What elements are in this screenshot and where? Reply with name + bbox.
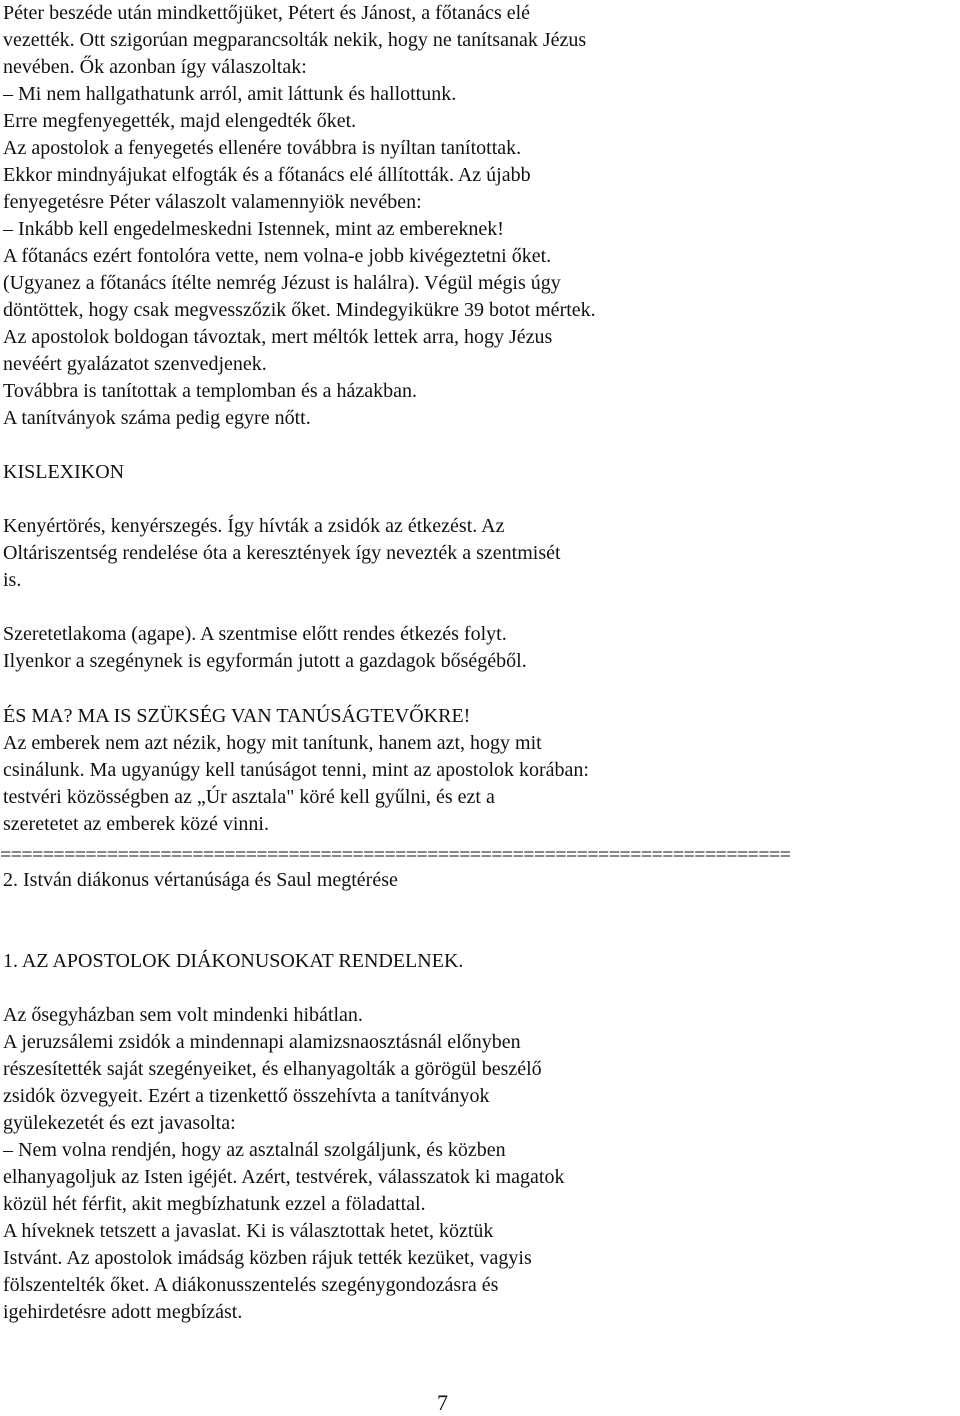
text-line: vezették. Ott szigorúan megparancsolták nekik, hogy ne tanítsanak Jézus <box>3 29 587 51</box>
text-line: közül hét férfit, akit megbízhatunk ezzel a föladattal. <box>3 1193 426 1215</box>
text-line: Szeretetlakoma (agape). A szentmise előtt rendes étkezés folyt. <box>3 623 507 645</box>
text-line: Ilyenkor a szegénynek is egyformán jutott a gazdagok bőségéből. <box>3 650 527 672</box>
text-line: fölszentelték őket. A diákonusszentelés szegénygondozásra és <box>3 1274 499 1296</box>
text-line: Az ősegyházban sem volt mindenki hibátlan. <box>3 1004 363 1026</box>
text-line: Istvánt. Az apostolok imádság közben rájuk tették kezüket, vagyis <box>3 1247 532 1269</box>
text-line: Ekkor mindnyájukat elfogták és a főtanács elé állították. Az újabb <box>3 164 531 186</box>
section-heading-kislexikon: KISLEXIKON <box>3 461 125 483</box>
text-line: igehirdetésre adott megbízást. <box>3 1301 243 1323</box>
chapter-title: 2. István diákonus vértanúsága és Saul megtérése <box>3 869 398 891</box>
text-line: testvéri közösségben az „Úr asztala" köré kell gyűlni, és ezt a <box>3 786 495 808</box>
text-line: elhanyagoljuk az Isten igéjét. Azért, testvérek, válasszatok ki magatok <box>3 1166 565 1188</box>
section-heading: 1. AZ APOSTOLOK DIÁKONUSOKAT RENDELNEK. <box>3 950 464 972</box>
text-line: zsidók özvegyeit. Ezért a tizenkettő összehívta a tanítványok <box>3 1085 490 1107</box>
text-line: – Mi nem hallgathatunk arról, amit láttunk és hallottunk. <box>3 83 457 105</box>
page-number: 7 <box>437 1390 448 1415</box>
text-line: A híveknek tetszett a javaslat. Ki is választottak hetet, köztük <box>3 1220 494 1242</box>
text-line: nevében. Ők azonban így válaszoltak: <box>3 56 307 78</box>
text-line: fenyegetésre Péter válaszolt valamennyiök nevében: <box>3 191 422 213</box>
text-line: Az apostolok boldogan távoztak, mert méltók lettek arra, hogy Jézus <box>3 326 553 348</box>
text-line: – Inkább kell engedelmeskedni Istennek, mint az embereknek! <box>3 218 504 240</box>
text-line: Erre megfenyegették, majd elengedték őket. <box>3 110 357 132</box>
text-line: Továbbra is tanítottak a templomban és a házakban. <box>3 380 418 402</box>
text-line: szeretetet az emberek közé vinni. <box>3 813 269 835</box>
text-line: Péter beszéde után mindkettőjüket, Pétert és Jánost, a főtanács elé <box>3 2 531 24</box>
text-line: döntöttek, hogy csak megvesszőzik őket. Mindegyikükre 39 botot mértek. <box>3 299 596 321</box>
text-line: Az emberek nem azt nézik, hogy mit tanítunk, hanem azt, hogy mit <box>3 732 542 754</box>
text-line: nevéért gyalázatot szenvedjenek. <box>3 353 267 375</box>
text-line: – Nem volna rendjén, hogy az asztalnál szolgáljunk, és közben <box>3 1139 506 1161</box>
text-line: Az apostolok a fenyegetés ellenére továbbra is nyíltan tanítottak. <box>3 137 522 159</box>
text-line: A jeruzsálemi zsidók a mindennapi alamizsnaosztásnál előnyben <box>3 1031 521 1053</box>
separator-line: ========================================================================== <box>0 845 791 865</box>
text-line: (Ugyanez a főtanács ítélte nemrég Jézust is halálra). Végül mégis úgy <box>3 272 561 294</box>
text-line: Oltáriszentség rendelése óta a keresztények így nevezték a szentmisét <box>3 542 561 564</box>
text-line: A tanítványok száma pedig egyre nőtt. <box>3 407 311 429</box>
text-line: Kenyértörés, kenyérszegés. Így hívták a zsidók az étkezést. Az <box>3 515 505 537</box>
section-heading-es-ma: ÉS MA? MA IS SZÜKSÉG VAN TANÚSÁGTEVŐKRE! <box>3 705 471 727</box>
text-line: részesítették saját szegényeiket, és elhanyagolták a görögül beszélő <box>3 1058 542 1080</box>
text-line: A főtanács ezért fontolóra vette, nem volna-e jobb kivégeztetni őket. <box>3 245 552 267</box>
text-line: is. <box>3 569 22 591</box>
text-line: gyülekezetét és ezt javasolta: <box>3 1112 236 1134</box>
text-line: csinálunk. Ma ugyanúgy kell tanúságot tenni, mint az apostolok korában: <box>3 759 589 781</box>
